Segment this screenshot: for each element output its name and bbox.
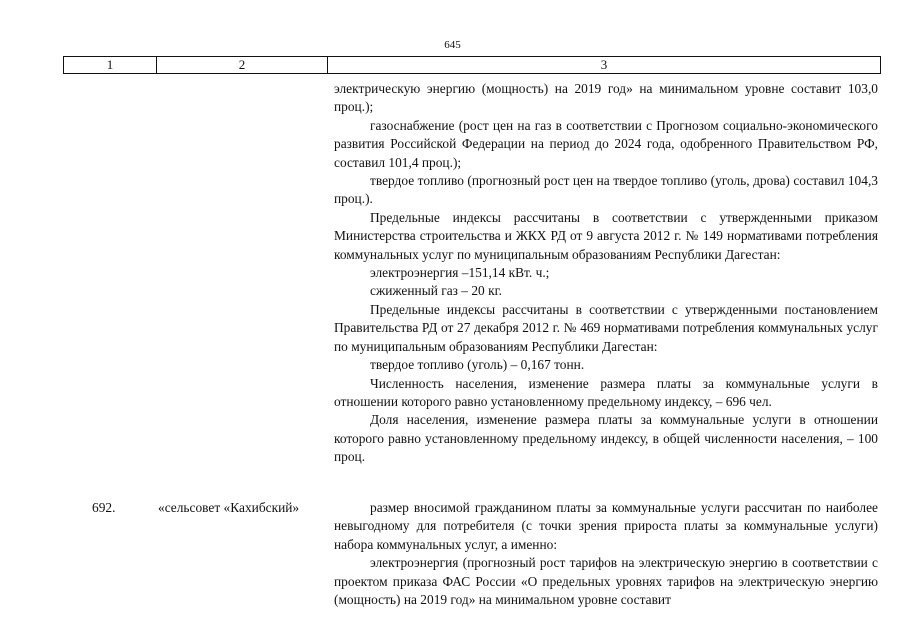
paragraph-electricity-tail: электрическую энергию (мощность) на 2019 год» на минимальном уровне составит 103,0 проц.); <box>334 81 878 115</box>
entry-number: 692. <box>92 500 116 515</box>
column-header-3: 3 <box>600 57 608 72</box>
column-header-table <box>63 56 881 74</box>
paragraph-gas-supply: газоснабжение (рост цен на газ в соответствии с Прогнозом социально-экономического развития Российской Федерации на период до 2024 года, одобренного Правительством РФ, составил 101,4 проц.); <box>334 117 878 170</box>
column-header-1: 1 <box>64 57 157 73</box>
norm-solid-fuel: твердое топливо (уголь) – 0,167 тонн. <box>370 357 585 373</box>
paragraph-population-share: Доля населения, изменение размера платы за коммунальные услуги в отношении которого равно установленному предельному индексу, в общей численности населения, – 100 проц. <box>334 412 878 465</box>
entry-text <box>334 499 878 609</box>
column-header-2: 2 <box>157 57 328 73</box>
continued-entry-text <box>334 80 878 467</box>
paragraph-indices-basis-2: Предельные индексы рассчитаны в соответствии с утвержденными постановлением Правительства РД от 27 декабря 2012 г. № 469 нормативами потребления коммунальных услуг по муниципальным образованиям Республики Дагестан: <box>334 301 878 354</box>
paragraph-indices-basis-1: Предельные индексы рассчитаны в соответствии с утвержденными приказом Министерства строительства и ЖКХ РД от 9 августа 2012 г. № 149 нормативами потребления коммунальных услуг по муниципальным образованиям Республики Дагестан: <box>334 209 878 262</box>
entry-municipality-name: «сельсовет «Кахибский» <box>158 500 300 515</box>
paragraph-electricity: электроэнергия (прогнозный рост тарифов на электрическую энергию в соответствии с проектом приказа ФАС России «О предельных уровнях тарифов на электрическую энергию (мощность) на 2019 год» на минимальном уровне составит <box>334 555 878 608</box>
scan-top-edge <box>0 0 905 3</box>
paragraph-solid-fuel: твердое топливо (прогнозный рост цен на твердое топливо (уголь, дрова) составил 104,3 проц.). <box>334 173 878 207</box>
norm-liquefied-gas: сжиженный газ – 20 кг. <box>370 283 502 299</box>
page-number: 645 <box>444 39 461 51</box>
norm-electricity: электроэнергия –151,14 кВт. ч.; <box>370 265 550 281</box>
paragraph-payment-calculation: размер вносимой гражданином платы за коммунальные услуги рассчитан по наиболее невыгодному для потребителя (с точки зрения прироста платы за коммунальные услуги) набора коммунальных услуг, а именно: <box>334 500 878 552</box>
paragraph-population-count: Численность населения, изменение размера платы за коммунальные услуги в отношении которого равно установленному предельному индексу, – 696 чел. <box>334 375 878 409</box>
